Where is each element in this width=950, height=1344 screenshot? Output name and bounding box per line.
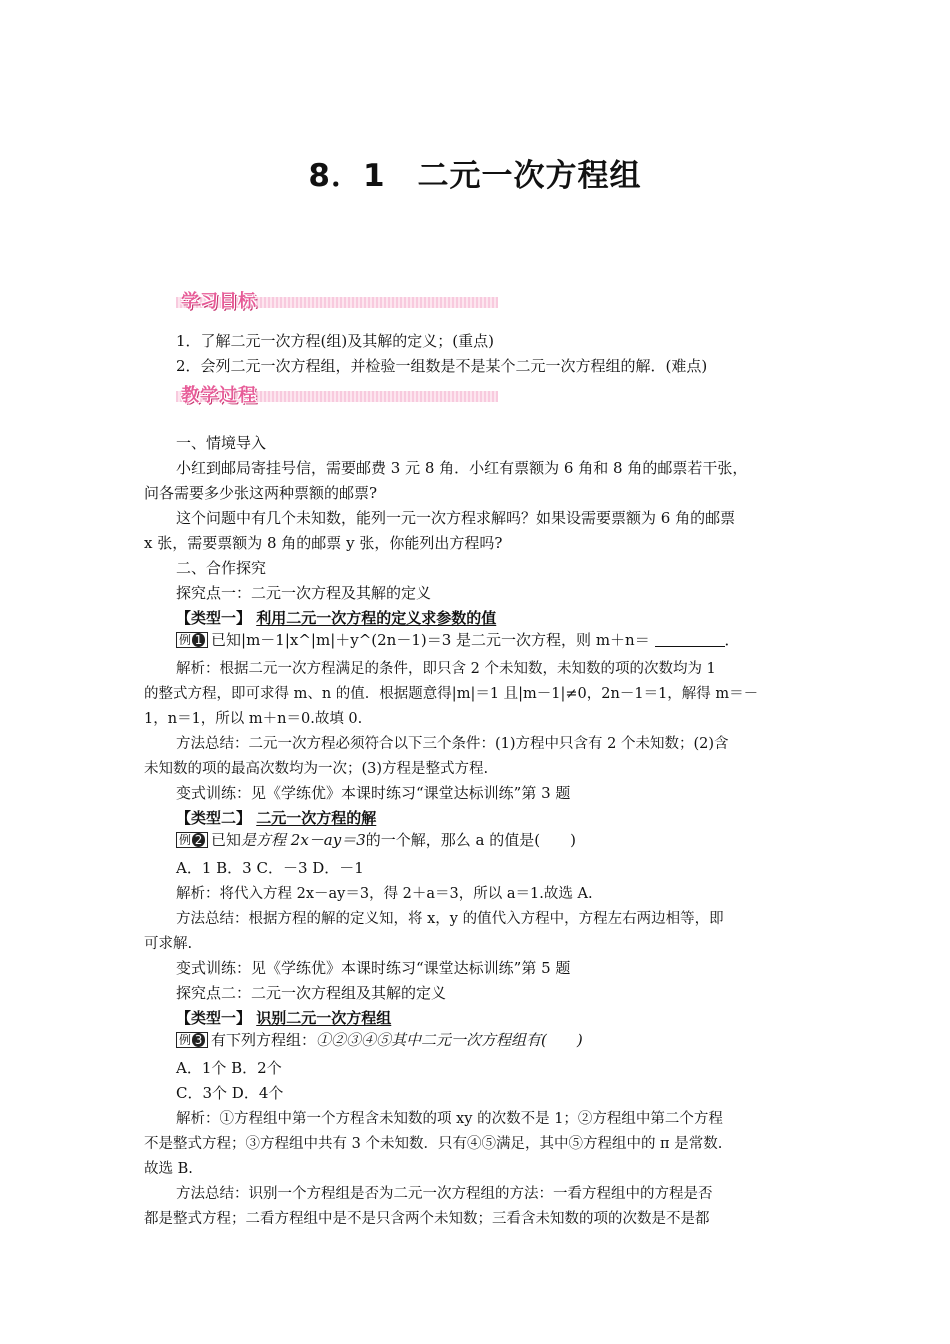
example-3-text-b: ①②③④⑤其中二元一次方程组有( ) [316,1031,583,1049]
ex1-summary-line2: 未知数的项的最高次数均为一次；(3)方程是整式方程. [144,761,489,777]
ex3-analysis-line3: 故选 B. [144,1161,193,1177]
goals-banner [176,286,498,310]
example-badge-label: 例 [179,1033,192,1047]
example-badge-label: 例 [179,633,192,647]
point2-heading: 探究点二：二元一次方程组及其解的定义 [176,984,447,1002]
type3-heading [176,1007,391,1028]
example-2-text-a: 已知 [211,831,242,849]
type3-title: 识别二元一次方程组 [256,1009,392,1027]
goal-item-2: 2．会列二元一次方程组，并检验一组数是不是某个二元一次方程组的解．(难点) [176,357,708,375]
ex2-summary-line2: 可求解. [144,936,193,952]
example-3-badge [176,1032,208,1048]
type1-heading [176,607,496,628]
type3-label: 【类型一】 [176,1009,252,1027]
ex1-summary-line1: 方法总结：二元一次方程必须符合以下三个条件：(1)方程中只含有 2 个未知数；(2)含 [176,736,729,752]
ex3-options-line2: C．3个 D．4个 [176,1084,284,1102]
section1-para2-line1: 这个问题中有几个未知数，能列一元一次方程求解吗？如果设需要票额为 6 角的邮票 [176,509,736,527]
answer-blank [655,632,725,647]
ex2-analysis: 解析：将代入方程 2x－ay＝3，得 2＋a＝3，所以 a＝1.故选 A. [176,886,593,902]
point1-heading: 探究点一：二元一次方程及其解的定义 [176,584,432,602]
ex1-analysis-line3: 1，n＝1，所以 m＋n＝0.故填 0. [144,711,363,727]
example-badge-number: 3 [192,1033,205,1047]
type1-title: 利用二元一次方程的定义求参数的值 [256,609,497,627]
process-banner [176,380,498,404]
process-banner-label: 教学过程 [181,385,257,406]
example-1 [176,629,740,650]
example-2-text-c: 的一个解，那么 a 的值是( ) [365,831,576,849]
ex1-analysis-line1: 解析：根据二元一次方程满足的条件，即只含 2 个未知数，未知数的项的次数均为 1 [176,661,716,677]
section1-para2-line2: x 张，需要票额为 8 角的邮票 y 张，你能列出方程吗? [144,534,503,552]
example-badge-number: 2 [192,833,205,847]
example-2-text-b: 是方程 2x－ay＝3 [241,831,366,849]
example-2 [176,829,576,850]
ex1-analysis-line2: 的整式方程，即可求得 m、n 的值．根据题意得|m|＝1 且|m－1|≠0，2n－1＝1，解得 m＝－ [144,686,759,702]
example-1-text: 已知|m－1|x^|m|＋y^(2n－1)＝3 是二元一次方程，则 m＋n＝ [211,631,650,649]
ex2-options: A．1 B．3 C．－3 D．－1 [176,859,364,877]
example-3 [176,1029,583,1050]
type2-label: 【类型二】 [176,809,252,827]
ex3-analysis-line1: 解析：①方程组中第一个方程含未知数的项 xy 的次数不是 1；②方程组中第二个方程 [176,1111,723,1127]
section1-para1-line1: 小红到邮局寄挂号信，需要邮费 3 元 8 角．小红有票额为 6 角和 8 角的邮票若干张， [176,459,748,477]
example-1-end: ． [724,631,740,649]
ex2-summary-line1: 方法总结：根据方程的解的定义知，将 x，y 的值代入方程中，方程左右两边相等，即 [176,911,724,927]
section1-para1-line2: 问各需要多少张这两种票额的邮票? [144,484,378,502]
example-badge-number: 1 [192,633,205,647]
example-badge-label: 例 [179,833,192,847]
page-title: 8．1 二元一次方程组 [308,158,642,194]
ex2-training: 变式训练：见《学练优》本课时练习“课堂达标训练”第 5 题 [176,959,571,977]
example-1-badge [176,632,208,648]
goal-item-1: 1．了解二元一次方程(组)及其解的定义；(重点) [176,332,494,350]
goals-banner-label: 学习目标 [181,291,257,312]
ex1-training: 变式训练：见《学练优》本课时练习“课堂达标训练”第 3 题 [176,784,571,802]
ex3-summary-line1: 方法总结：识别一个方程组是否为二元一次方程组的方法：一看方程组中的方程是否 [176,1186,713,1202]
type2-heading [176,807,376,828]
section1-heading: 一、情境导入 [176,434,267,452]
ex3-options-line1: A．1个 B．2个 [176,1059,282,1077]
ex3-analysis-line2: 不是整式方程；③方程组中共有 3 个未知数．只有④⑤满足，其中⑤方程组中的 π 是常数. [144,1136,723,1152]
section2-heading: 二、合作探究 [176,559,267,577]
example-2-badge [176,832,208,848]
example-3-text-a: 有下列方程组： [211,1031,317,1049]
type2-title: 二元一次方程的解 [256,809,377,827]
ex3-summary-line2: 都是整式方程；二看方程组中是不是只含两个未知数；三看含未知数的项的次数是不是都 [144,1211,710,1227]
type1-label: 【类型一】 [176,609,252,627]
